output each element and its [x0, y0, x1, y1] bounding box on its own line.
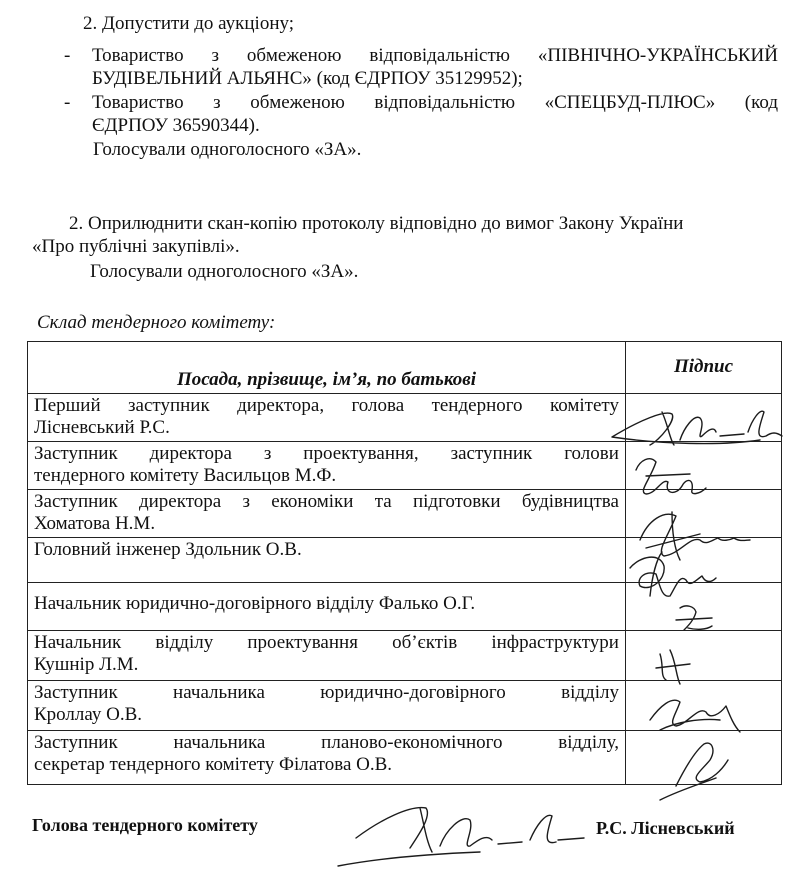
table-row — [28, 490, 782, 538]
section2-line2: «Про публічні закупівлі». — [32, 236, 240, 257]
member-line2: Кушнір Л.М. — [34, 654, 139, 675]
word: директора — [138, 491, 222, 512]
member-cell — [28, 731, 626, 785]
member-cell — [28, 442, 626, 490]
word: комітету — [549, 395, 619, 416]
table-row — [28, 631, 782, 681]
header-signature: Підпис — [626, 342, 782, 394]
signature-cell — [626, 490, 782, 538]
word: з — [211, 45, 219, 66]
list-dash: - — [64, 45, 71, 66]
footer-title: Голова тендерного комітету — [32, 815, 258, 835]
section1-heading: 2. Допустити до аукціону; — [83, 13, 295, 34]
word: з — [242, 491, 250, 512]
signature-footer — [338, 808, 584, 866]
word: Заступник — [34, 491, 118, 512]
member-line1 — [34, 632, 619, 654]
member-line1: Начальник юридично-договірного відділу Фалько О.Г. — [34, 593, 476, 614]
word: будівництва — [521, 491, 619, 512]
word: директора, — [237, 395, 325, 416]
member-cell — [28, 681, 626, 731]
word: відділу — [155, 632, 214, 653]
member-cell — [28, 490, 626, 538]
word: відповідальністю — [369, 45, 510, 66]
word: інфраструктури — [491, 632, 619, 653]
word: тендерного — [431, 395, 523, 416]
table-header-row — [28, 342, 782, 394]
table-row — [28, 681, 782, 731]
section2-vote: Голосували одноголосного «ЗА». — [90, 261, 359, 282]
member-line2: Хоматова Н.М. — [34, 513, 156, 534]
member-line1 — [34, 682, 619, 704]
member-line1 — [34, 395, 619, 417]
word: «ПІВНІЧНО-УКРАЇНСЬКИЙ — [537, 45, 778, 66]
word: заступник — [450, 443, 533, 464]
list-item-1-line1 — [92, 45, 778, 67]
word: голова — [351, 395, 405, 416]
header-position: Посада, прізвище, ім’я, по батькові — [28, 342, 626, 394]
word: обмеженою — [246, 45, 342, 66]
signature-cell — [626, 538, 782, 583]
word: економіки — [271, 491, 354, 512]
member-line1 — [34, 732, 619, 754]
list-item-1-line2: БУДІВЕЛЬНИЙ АЛЬЯНС» (код ЄДРПОУ 35129952); — [92, 68, 523, 89]
member-line2: Лісневський Р.С. — [34, 417, 170, 438]
member-cell — [28, 538, 626, 583]
word: та — [374, 491, 392, 512]
word: Заступник — [34, 732, 118, 753]
word: заступник — [128, 395, 210, 416]
word: директора — [149, 443, 232, 464]
member-line2: тендерного комітету Васильцов М.Ф. — [34, 465, 337, 486]
signature-cell — [626, 731, 782, 785]
footer-name: Р.С. Лісневський — [596, 818, 735, 838]
signature-cell — [626, 631, 782, 681]
word: підготовки — [412, 491, 501, 512]
word: Заступник — [34, 443, 118, 464]
list-item-2-line1: Товариство з обмеженою відповідальністю «СПЕЦБУД-ПЛЮС» (код — [92, 92, 778, 113]
member-line1 — [34, 443, 619, 465]
word: відділу, — [558, 732, 619, 753]
signature-cell — [626, 442, 782, 490]
table-row — [28, 731, 782, 785]
word: начальника — [173, 682, 265, 703]
table-row — [28, 583, 782, 631]
signature-cell — [626, 394, 782, 442]
word: Заступник — [34, 682, 118, 703]
list-dash: - — [64, 92, 71, 113]
word: голови — [564, 443, 619, 464]
word: юридично-договірного — [320, 682, 506, 703]
member-line2: Кроллау О.В. — [34, 704, 142, 725]
word: начальника — [173, 732, 266, 753]
word: об’єктів — [392, 632, 458, 653]
member-line1 — [34, 491, 619, 513]
list-item-2-line2: ЄДРПОУ 36590344). — [92, 115, 260, 136]
section1-vote: Голосували одноголосного «ЗА». — [93, 139, 362, 160]
word: Начальник — [34, 632, 122, 653]
word: планово-економічного — [321, 732, 503, 753]
word: з — [263, 443, 272, 464]
table-row — [28, 442, 782, 490]
member-cell — [28, 583, 626, 631]
word: Товариство — [92, 45, 184, 66]
member-cell — [28, 631, 626, 681]
committee-table — [27, 341, 782, 785]
word: відділу — [561, 682, 619, 703]
word: проектування, — [303, 443, 419, 464]
member-cell — [28, 394, 626, 442]
section2-line1: 2. Оприлюднити скан-копію протоколу відповідно до вимог Закону України — [69, 213, 684, 234]
word: Перший — [34, 395, 101, 416]
committee-caption: Склад тендерного комітету: — [37, 312, 276, 333]
signature-cell — [626, 681, 782, 731]
word: проектування — [247, 632, 358, 653]
signature-cell — [626, 583, 782, 631]
member-line1: Головний інженер Здольник О.В. — [34, 539, 302, 560]
member-line2: секретар тендерного комітету Філатова О.В. — [34, 754, 393, 775]
table-row — [28, 538, 782, 583]
table-row — [28, 394, 782, 442]
